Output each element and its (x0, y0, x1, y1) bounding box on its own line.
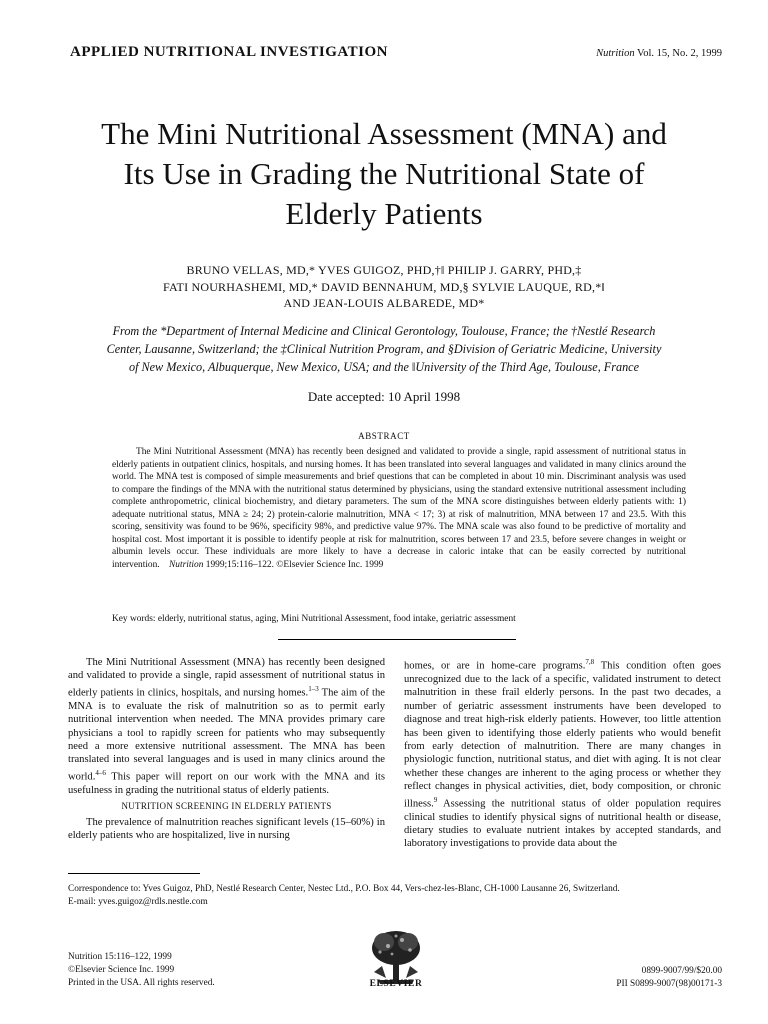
text-run: Assessing the nutritional status of older population requires clinical studies to identify physical signs of nutritional health or disease, dietary studies to evaluate nutrient intakes by accepted standards, and laboratory investigations to provide data about the (404, 798, 721, 850)
footer-printed: Printed in the USA. All rights reserved. (68, 978, 215, 988)
date-accepted: Date accepted: 10 April 1998 (307, 389, 461, 404)
publisher-name: ELSEVIER (369, 979, 423, 989)
body-column-right (404, 656, 721, 851)
title-line: Elderly Patients (285, 196, 483, 231)
author-line: AND JEAN-LOUIS ALBAREDE, MD* (283, 296, 485, 310)
citation-ref: 4–6 (95, 768, 106, 777)
journal-name: Nutrition (596, 48, 635, 59)
body-paragraph (404, 656, 721, 851)
subsection-heading: NUTRITION SCREENING IN ELDERLY PATIENTS (121, 801, 332, 812)
affiliations (56, 322, 712, 376)
footer-right (616, 965, 722, 991)
footer-citation: Nutrition 15:116–122, 1999 (68, 952, 172, 962)
section-heading: APPLIED NUTRITIONAL INVESTIGATION (70, 44, 388, 60)
section-divider (278, 639, 516, 640)
keywords: Key words: elderly, nutritional status, aging, Mini Nutritional Assessment, food intake, geriatric assessment (112, 614, 516, 624)
correspondence-footnote (68, 883, 728, 909)
abstract-text (112, 446, 686, 571)
footer-copyright: ©Elsevier Science Inc. 1999 (68, 965, 175, 975)
text-run: This paper will report on our work with the MNA and its usefulness in grading the nutritional status of elderly patients. (68, 771, 385, 796)
journal-volume: Vol. 15, No. 2, 1999 (634, 48, 722, 59)
footer-pii: PII S0899-9007(98)00171-3 (616, 979, 722, 989)
elsevier-tree-logo-icon (366, 928, 426, 986)
text-run: The aim of the MNA is to evaluate the risk of malnutrition so as to permit early nutritional intervention when needed. The MNA provides primary care physicians a tool to rapidly screen for patients who may subsequently need a more extensive nutritional assessment. The MNA has been translated into several languages and is used in many clinics around the world. (68, 687, 385, 783)
body-column-left (68, 656, 385, 842)
citation-ref: 9 (433, 795, 438, 804)
citation-details: 1999;15:116–122. ©Elsevier Science Inc. 1999 (203, 559, 384, 570)
journal-reference (596, 48, 722, 59)
citation-ref: 1–3 (308, 684, 319, 693)
author-list (40, 262, 728, 312)
abstract-heading: ABSTRACT (358, 431, 410, 441)
footnote-rule (68, 873, 200, 874)
author-line: FATI NOURHASHEMI, MD,* DAVID BENNAHUM, MD,§ SYLVIE LAUQUE, RD,*‖ (163, 279, 605, 294)
title-line: Its Use in Grading the Nutritional State of (123, 156, 645, 191)
footer-price-code: 0899-9007/99/$20.00 (641, 966, 722, 976)
text-run: homes, or are in home-care programs. (404, 660, 586, 672)
affiliation-line: Center, Lausanne, Switzerland; the ‡Clinical Nutrition Program, and §Division of Geriatric Medicine, University (106, 342, 662, 356)
text-run: The Mini Nutritional Assessment (MNA) has recently been designed and validated to provide a single, rapid assessment of nutritional status in elderly patients in clinics, hospitals, and nursing homes. (68, 657, 385, 699)
footer-left (68, 951, 215, 990)
title-line: The Mini Nutritional Assessment (MNA) and (101, 116, 667, 151)
affiliation-line: of New Mexico, Albuquerque, New Mexico, USA; and the ‖University of the Third Age, Toulouse, France (128, 360, 640, 374)
article-title (40, 114, 728, 234)
affiliation-line: From the *Department of Internal Medicine and Clinical Gerontology, Toulouse, France; the †Nestlé Research (112, 324, 656, 338)
author-line: BRUNO VELLAS, MD,* YVES GUIGOZ, PHD,†‖ PHILIP J. GARRY, PHD,‡ (186, 263, 582, 277)
abstract-body: The Mini Nutritional Assessment (MNA) has recently been designed and validated to provide a single, rapid assessment of nutritional status in elderly patients in outpatient clinics, hospitals, and nursing homes. It has been translated into several languages and validated in many clinics around the world. The MNA test is composed of simple measurements and brief questions that can be completed in about 10 min. Discriminant analysis was used to compare the findings of the MNA with the nutritional status determined by physicians, using the standard extensive nutritional assessment including complete anthropometric, clinical biochemistry, and dietary parameters. The sum of the MNA score distinguishes between elderly patients with: 1) adequate nutritional status, MNA ≥ 24; 2) protein-calorie malnutrition, MNA < 17; 3) at risk of malnutrition, MNA between 17 and 23.5. With this scoring, sensitivity was found to be 96%, specificity 98%, and predictive value 97%. The MNA scale was also found to be predictive of mortality and hospital cost. Most important it is possible to identify people at risk for malnutrition, scores between 17 and 23.5, before severe changes in weight or albumin levels occur. These individuals are more likely to have a decrease in caloric intake that can be easily corrected by nutritional intervention. (112, 447, 686, 570)
text-run: This condition often goes unrecognized due to the lack of a specific, validated instrument to detect malnutrition in these frail elderly persons. In the past two decades, a number of geriatric assessment instruments have been developed to diagnose and treat high-risk elderly patients. However, too little attention has been given to identifying those elderly patients who would benefit from early detection of malnutrition. There are many changes in physiologic function, nutritional status, and diet with aging. It is not clear whether these changes are inherent to the aging process or whether they reflect changes in physical activities, diet, body composition, or chronic illness. (404, 660, 721, 810)
correspondence-address: Correspondence to: Yves Guigoz, PhD, Nestlé Research Center, Nestec Ltd., P.O. Box 44, Vers-chez-les-Blanc, CH-1000 Lausanne 26, Switzerland. (68, 884, 620, 894)
citation-journal: Nutrition (169, 559, 204, 570)
body-paragraph (68, 656, 385, 797)
body-paragraph: The prevalence of malnutrition reaches significant levels (15–60%) in elderly patients who are hospitalized, live in nursing (68, 816, 385, 841)
correspondence-email[interactable]: E-mail: yves.guigoz@rdls.nestle.com (68, 897, 208, 907)
citation-ref: 7,8 (585, 658, 595, 666)
